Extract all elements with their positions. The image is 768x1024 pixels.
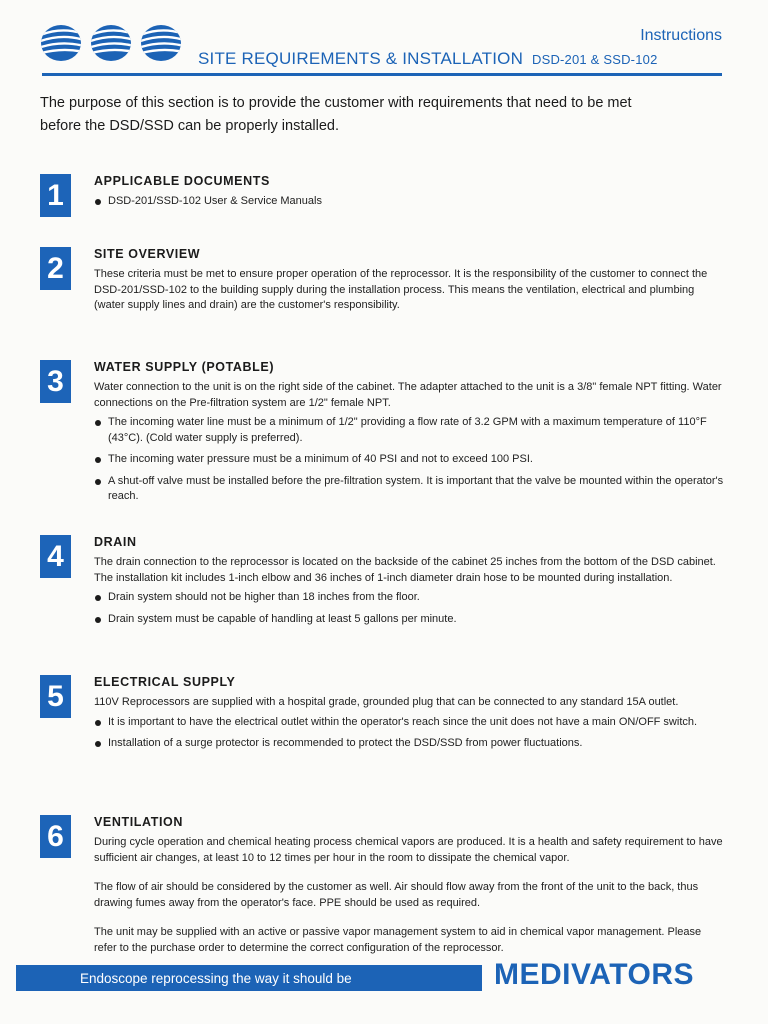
section-paragraph: Water connection to the unit is on the right side of the cabinet. The adapter attached to the unit is a 3/8" female NPT fitting. Water connections on the Pre-filtration system are 1/2" female NPT. [94, 381, 722, 409]
globe-icon-3 [140, 24, 182, 62]
list-item: The incoming water pressure must be a minimum of 40 PSI and not to exceed 100 PSI. [94, 452, 724, 468]
section-title: WATER SUPPLY (POTABLE) [94, 360, 275, 374]
bullet-list [94, 194, 724, 210]
intro-line-2: before the DSD/SSD can be properly installed. [40, 118, 340, 134]
section-title: ELECTRICAL SUPPLY [94, 675, 236, 689]
list-item: The incoming water line must be a minimum of 1/2" providing a flow rate of 3.2 GPM with a maximum temperature of 110°F (43°C). (Cold water supply is preferred). [94, 415, 724, 446]
footer-tagline-bar [16, 965, 482, 991]
model-numbers: DSD-201 & SSD-102 [531, 52, 658, 67]
bullet-list [94, 415, 724, 505]
section-number: 6 [40, 815, 71, 858]
section-title: SITE OVERVIEW [94, 247, 201, 261]
section-number: 3 [40, 360, 71, 403]
section-paragraph: 110V Reprocessors are supplied with a hospital grade, grounded plug that can be connected to any standard 15A outlet. [94, 696, 679, 708]
section-number: 4 [40, 535, 71, 578]
section-paragraph: These criteria must be met to ensure proper operation of the reprocessor. It is the responsibility of the customer to connect the DSD-201/SSD-102 to the building supply during the installation process. This means the ventilation, electrical and plumbing (water supply lines and drain) are the customer's responsibility. [94, 268, 708, 311]
section-body [94, 247, 724, 318]
section-body [94, 535, 724, 633]
bullet-list [94, 590, 724, 627]
section-body [94, 174, 724, 216]
page-title-text: SITE REQUIREMENTS & INSTALLATION [198, 49, 524, 68]
header-divider [42, 73, 722, 76]
section-paragraph: During cycle operation and chemical heating process chemical vapors are produced. It is a health and safety requirement to have sufficient air changes, at least 10 to 12 times per hour in the room to dissipate the chemical vapor. [94, 836, 723, 864]
bullet-list [94, 715, 724, 752]
list-item: A shut-off valve must be installed before the pre-filtration system. It is important that the valve be mounted within the operator's reach. [94, 474, 724, 505]
section-paragraph: The unit may be supplied with an active or passive vapor management system to aid in chemical vapor management. Please refer to the purchase order to determine the correct configuration of the reprocessor. [94, 926, 702, 954]
section-title: VENTILATION [94, 815, 184, 829]
intro-paragraph [40, 92, 700, 138]
section-paragraph: The flow of air should be considered by the customer as well. Air should flow away from the front of the unit to the back, thus drawing fumes away from the operator's face. PPE should be used as required. [94, 881, 699, 909]
section-number: 2 [40, 247, 71, 290]
list-item: Installation of a surge protector is recommended to protect the DSD/SSD from power fluctuations. [94, 736, 724, 752]
footer-tagline: Endoscope reprocessing the way it should be [80, 970, 352, 986]
section-number: 5 [40, 675, 71, 718]
globe-icon-1 [40, 24, 82, 62]
medivators-logo-icon [40, 24, 182, 62]
list-item: DSD-201/SSD-102 User & Service Manuals [94, 194, 724, 210]
page-title [198, 49, 658, 69]
globe-icon-2 [90, 24, 132, 62]
section-body [94, 815, 724, 960]
list-item: Drain system should not be higher than 18 inches from the floor. [94, 590, 724, 606]
list-item: Drain system must be capable of handling at least 5 gallons per minute. [94, 612, 724, 628]
doc-type-label: Instructions [640, 27, 722, 44]
section-title: DRAIN [94, 535, 137, 549]
section-body [94, 360, 724, 511]
section-title: APPLICABLE DOCUMENTS [94, 174, 270, 188]
section-number: 1 [40, 174, 71, 217]
section-body [94, 675, 724, 758]
intro-line-1: The purpose of this section is to provide the customer with requirements that need to be met [40, 95, 632, 111]
section-paragraph: The drain connection to the reprocessor is located on the backside of the cabinet 25 inches from the bottom of the DSD cabinet. The installation kit includes 1-inch elbow and 36 inches of 1-inch diameter drain hose to be mounted during installation. [94, 556, 716, 584]
list-item: It is important to have the electrical outlet within the operator's reach since the unit does not have a main ON/OFF switch. [94, 715, 724, 731]
brand-wordmark: MEDIVATORS [494, 958, 695, 991]
